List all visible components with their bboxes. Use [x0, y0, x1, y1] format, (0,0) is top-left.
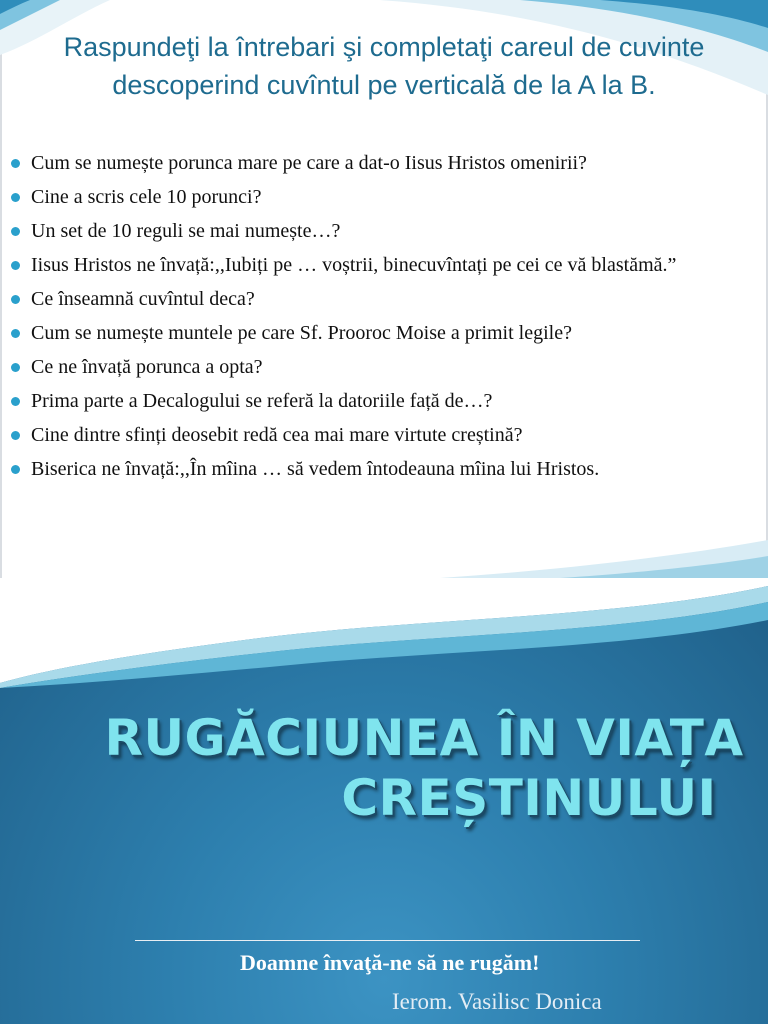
question-text: Iisus Hristos ne învață:,,Iubiți pe … voștrii, binecuvîntați pe cei ce vă blastămă.”	[31, 254, 677, 276]
question-text: Ce ne învață porunca a opta?	[31, 356, 263, 378]
question-text: Cum se numește porunca mare pe care a dat-o Iisus Hristos omenirii?	[31, 152, 587, 174]
bullet-icon	[11, 261, 20, 270]
question-item	[10, 354, 750, 380]
bullet-icon	[11, 295, 20, 304]
author-name: Ierom. Vasilisc Donica	[392, 989, 602, 1014]
question-list	[10, 150, 750, 490]
question-text: Prima parte a Decalogului se referă la datoriile față de…?	[31, 390, 493, 412]
bullet-icon	[11, 397, 20, 406]
header-wave-decoration	[0, 578, 768, 688]
slide-title: Raspundeţi la întrebari şi completaţi careul de cuvinte descoperind cuvîntul pe verticală de la A la B.	[63, 32, 705, 100]
presentation-title	[0, 708, 768, 828]
bullet-icon	[11, 159, 20, 168]
question-item	[10, 286, 750, 312]
title-line-2: CREȘTINULUI	[341, 769, 717, 827]
slide-title-page	[0, 578, 768, 1024]
divider-line	[135, 940, 640, 941]
bullet-icon	[11, 193, 20, 202]
question-text: Un set de 10 reguli se mai numește…?	[31, 220, 341, 242]
question-item	[10, 218, 750, 244]
question-item	[10, 320, 750, 346]
question-text: Ce înseamnă cuvîntul deca?	[31, 288, 255, 310]
bullet-icon	[11, 227, 20, 236]
bullet-icon	[11, 363, 20, 372]
bullet-icon	[11, 465, 20, 474]
question-item	[10, 388, 750, 414]
question-text: Biserica ne învață:,,În mîina … să vedem întodeauna mîina lui Hristos.	[31, 458, 600, 480]
question-text: Cine a scris cele 10 porunci?	[31, 186, 262, 208]
question-text: Cine dintre sfinți deosebit redă cea mai mare virtute creștină?	[31, 424, 523, 446]
question-item	[10, 422, 750, 448]
bullet-icon	[11, 431, 20, 440]
title-line-1: RUGĂCIUNEA ÎN VIAȚA	[104, 709, 744, 767]
question-item	[10, 252, 750, 278]
subtitle: Doamne învaţă-ne să ne rugăm!	[240, 950, 540, 975]
bullet-icon	[11, 329, 20, 338]
question-item	[10, 150, 750, 176]
question-item	[10, 456, 750, 482]
question-text: Cum se numește muntele pe care Sf. Prooroc Moise a primit legile?	[31, 322, 572, 344]
question-item	[10, 184, 750, 210]
bottom-wave-decoration	[0, 520, 768, 578]
